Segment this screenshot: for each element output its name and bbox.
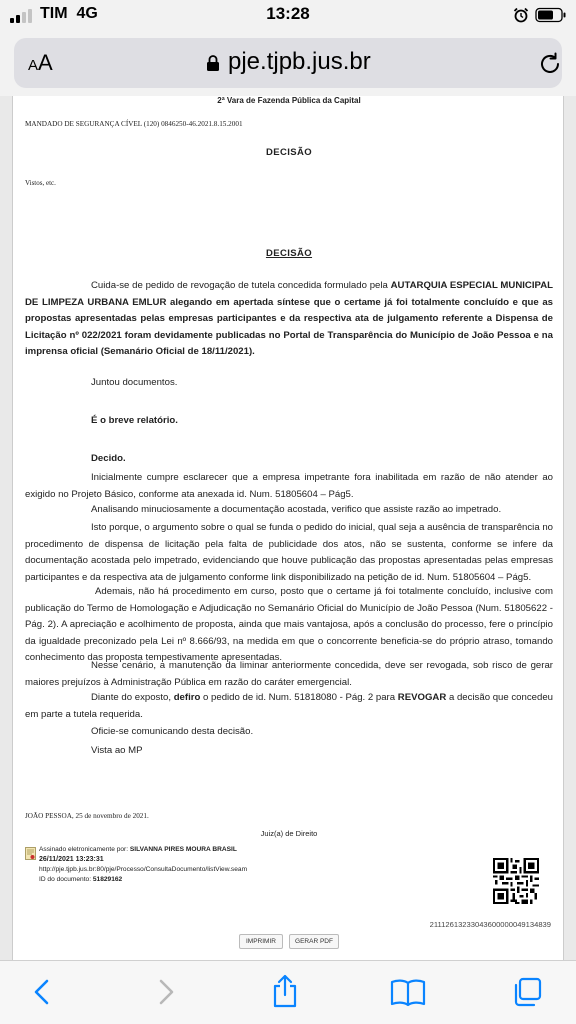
status-bar — [0, 0, 576, 32]
paragraph-mp: Vista ao MP — [91, 745, 143, 756]
vistos-text: Vistos, etc. — [25, 179, 56, 187]
generate-pdf-button[interactable]: GERAR PDF — [289, 934, 339, 949]
battery-icon — [535, 7, 567, 23]
ruling-grant: defiro — [173, 692, 201, 703]
ruling-text-e: a decisão que concedeu em parte a tutela requerida. — [25, 692, 553, 720]
signed-datetime: 26/11/2021 13:23:31 — [39, 856, 104, 863]
clock: 13:28 — [266, 4, 310, 23]
reload-icon[interactable] — [538, 52, 562, 76]
court-name: 2ª Vara de Fazenda Pública da Capital — [217, 96, 361, 105]
tabs-icon[interactable] — [512, 977, 542, 1007]
alarm-icon — [513, 7, 529, 23]
decision-title-main: DECISÃO — [265, 248, 313, 259]
chevron-right-icon[interactable] — [150, 977, 180, 1007]
paragraph-summary-lead: Cuida-se de pedido de revogação de tutela concedida formulado pela — [91, 280, 391, 291]
decision-title-top: DECISÃO — [265, 147, 313, 158]
carrier-name: TIM — [40, 5, 68, 22]
paragraph-initially: Inicialmente cumpre esclarecer que a empresa impetrante fora inabilitada em razão de não atender ao exigido no Projeto Básico, conforme ata anexada id. Num. 51805604 – Pág5. — [25, 472, 553, 500]
document-id-label: ID do documento: — [39, 876, 93, 883]
signature-certificate-icon — [25, 847, 36, 860]
ruling-text-a: Diante do exposto, — [91, 692, 174, 703]
signer-name: SILVANNA PIRES MOURA BRASIL — [129, 846, 237, 853]
browser-toolbar — [0, 960, 576, 1024]
verification-url[interactable]: http://pje.tjpb.jus.br:80/pje/Processo/ConsultaDocumento/listView.seam — [39, 866, 248, 873]
paragraph-documents: Juntou documentos. — [91, 377, 178, 388]
place-date: JOÃO PESSOA, 25 de novembro de 2021. — [25, 812, 149, 820]
network-type: 4G — [76, 5, 98, 22]
paragraph-report: É o breve relatório. — [91, 415, 178, 426]
text-size-small-a: A — [28, 57, 39, 74]
case-number: MANDADO DE SEGURANÇA CÍVEL (120) 0846250-46.2021.8.15.2001 — [25, 120, 243, 128]
lock-icon — [206, 54, 220, 72]
book-icon[interactable] — [390, 977, 426, 1007]
ruling-revoke: REVOGAR — [397, 692, 447, 703]
document-page — [12, 96, 564, 960]
address-bar[interactable] — [14, 38, 562, 88]
paragraph-argument: Isto porque, o argumento sobre o qual se funda o pedido do inicial, qual seja a ausência de transparência no procedimento de dispensa de licitação pela falta de publicidade dos atos, não se sustenta, conforme se infere da documentação acostada pelo impetrado, evidenciando que houve publicação das propostas apresentadas pelas empresas participantes e da respectiva ata de julgamento conforme link disponibilizado na petição de id. Num. 51805604 – Pág5. — [25, 522, 553, 583]
signed-by-label: Assinado eletronicamente por: — [39, 846, 130, 853]
print-button[interactable]: IMPRIMIR — [239, 934, 283, 949]
paragraph-notify: Oficie-se comunicando desta decisão. — [91, 726, 254, 737]
share-icon[interactable] — [270, 974, 300, 1008]
paragraph-scenario: Nesse cenário, a manutenção da liminar anteriormente concedida, deve ser revogada, sob risco de gerar maiores prejuízos à Administração Pública em razão do caráter emergencial. — [25, 660, 553, 688]
qr-code-icon — [493, 858, 539, 904]
paragraph-moreover: Ademais, não há procedimento em curso, posto que o certame já foi totalmente concluído, inclusive com publicação do Termo de Homologação e Adjudicação no Semanário Oficial do Município de João Pessoa (Num. 51805622 - Pág. 2). A apreciação e acolhimento de proposta, ainda que mais vantajosa, após a conclusão do processo, fere o princípio da igualdade preconizado pela Lei nº 8.666/93, na medida em que o concorrente beneficia-se do próprio atraso, tomando conhecimento das proposta tempestivamente apresentadas. — [25, 586, 553, 663]
judge-title: Juiz(a) de Direito — [260, 829, 318, 838]
document-id: 51829162 — [92, 876, 123, 883]
url-text[interactable]: pje.tjpb.jus.br — [228, 48, 371, 75]
paragraph-summary-bold: AUTARQUIA ESPECIAL MUNICIPAL DE LIMPEZA URBANA EMLUR alegando em apertada síntese que o certame já foi totalmente concluído e que as propostas apresentadas pelas empresas participantes e da respectiva ata de julgamento referente a Dispensa de Licitação nº 022/2021 foram devidamente publicadas no Portal de Transparência do Município de João Pessoa e na imprensa oficial (Semanário Oficial de 18/11/2021). — [25, 280, 553, 357]
chevron-left-icon[interactable] — [28, 977, 58, 1007]
paragraph-analysis: Analisando minuciosamente a documentação acostada, verifico que assiste razão ao impetrado. — [91, 504, 502, 515]
text-size-button[interactable] — [28, 50, 53, 76]
ruling-text-c: o pedido de id. Num. 51818080 - Pág. 2 para — [200, 692, 398, 703]
signed-by-line — [39, 846, 237, 853]
document-id-line — [39, 876, 122, 883]
document-viewer[interactable] — [0, 96, 576, 960]
barcode-number: 21112613233043600000049134839 — [429, 920, 551, 929]
paragraph-decide: Decido. — [91, 453, 126, 464]
paragraph-ruling — [25, 690, 553, 723]
text-size-large-a: A — [38, 50, 53, 75]
paragraph-summary — [25, 278, 553, 361]
